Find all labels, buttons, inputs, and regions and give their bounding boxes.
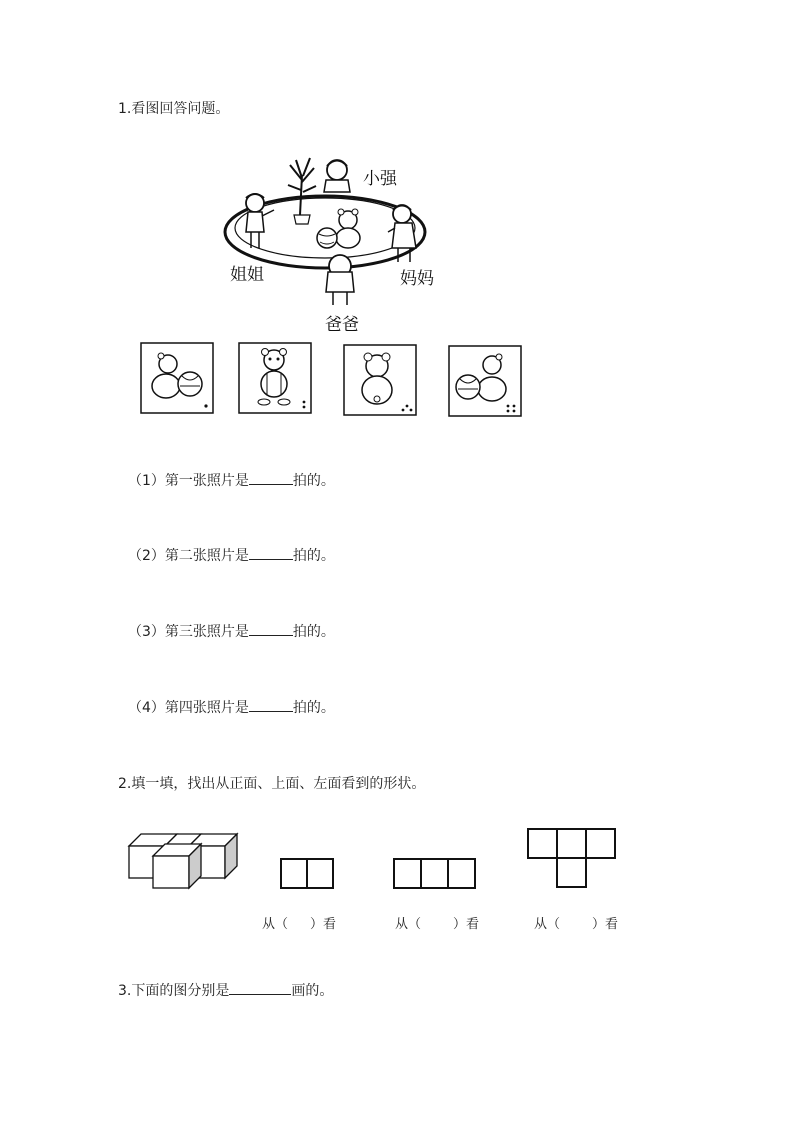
photo-4 xyxy=(448,345,522,417)
sub-question-3 xyxy=(128,621,335,641)
sub-question-1 xyxy=(128,470,335,490)
sub-question-4-text: （4）第四张照片是 xyxy=(128,700,249,716)
photo-1 xyxy=(140,342,214,414)
q3-answer-blank[interactable] xyxy=(229,980,291,995)
sub-question-2-suffix: 拍的。 xyxy=(292,548,335,564)
view-shape-3 xyxy=(527,828,617,890)
q3-title-suffix: 画的。 xyxy=(291,983,334,999)
sub-question-2-text: （2）第二张照片是 xyxy=(128,548,249,564)
sub-question-3-suffix: 拍的。 xyxy=(292,624,335,640)
label-baba: 爸爸 xyxy=(325,315,359,335)
sub-question-3-text: （3）第三张照片是 xyxy=(128,624,249,640)
answer-blank-1[interactable] xyxy=(249,470,293,485)
view-shape-1 xyxy=(280,858,336,890)
q2-title: 2.填一填，找出从正面、上面、左面看到的形状。 xyxy=(118,776,426,792)
sub-question-1-suffix: 拍的。 xyxy=(292,473,335,489)
photo-2 xyxy=(238,342,312,414)
view-label-2 xyxy=(395,913,479,932)
view-label-1 xyxy=(262,913,336,932)
answer-blank-2[interactable] xyxy=(249,545,293,560)
view-label-2-right: ）看 xyxy=(453,917,480,932)
q3-title-text: 3.下面的图分别是 xyxy=(118,983,230,999)
sub-question-1-text: （1）第一张照片是 xyxy=(128,473,249,489)
view-shape-2 xyxy=(393,858,477,890)
answer-blank-3[interactable] xyxy=(249,621,293,636)
label-mama: 妈妈 xyxy=(400,269,434,289)
q3-title xyxy=(118,980,333,1000)
sub-question-2 xyxy=(128,545,335,565)
view-label-2-left: 从（ xyxy=(395,917,422,932)
sub-question-4-suffix: 拍的。 xyxy=(292,700,335,716)
view-label-3-right: ）看 xyxy=(592,917,619,932)
answer-blank-4[interactable] xyxy=(249,697,293,712)
sub-question-4 xyxy=(128,697,335,717)
label-xiaoqiang: 小强 xyxy=(363,169,397,189)
label-jiejie: 姐姐 xyxy=(230,265,264,285)
cube-stack-figure xyxy=(128,832,240,892)
view-label-1-left: 从（ xyxy=(262,917,289,932)
view-label-3 xyxy=(534,913,618,932)
q1-title: 1.看图回答问题。 xyxy=(118,101,230,117)
view-label-1-right: ）看 xyxy=(310,917,337,932)
photo-3 xyxy=(343,344,417,416)
view-label-3-left: 从（ xyxy=(534,917,561,932)
